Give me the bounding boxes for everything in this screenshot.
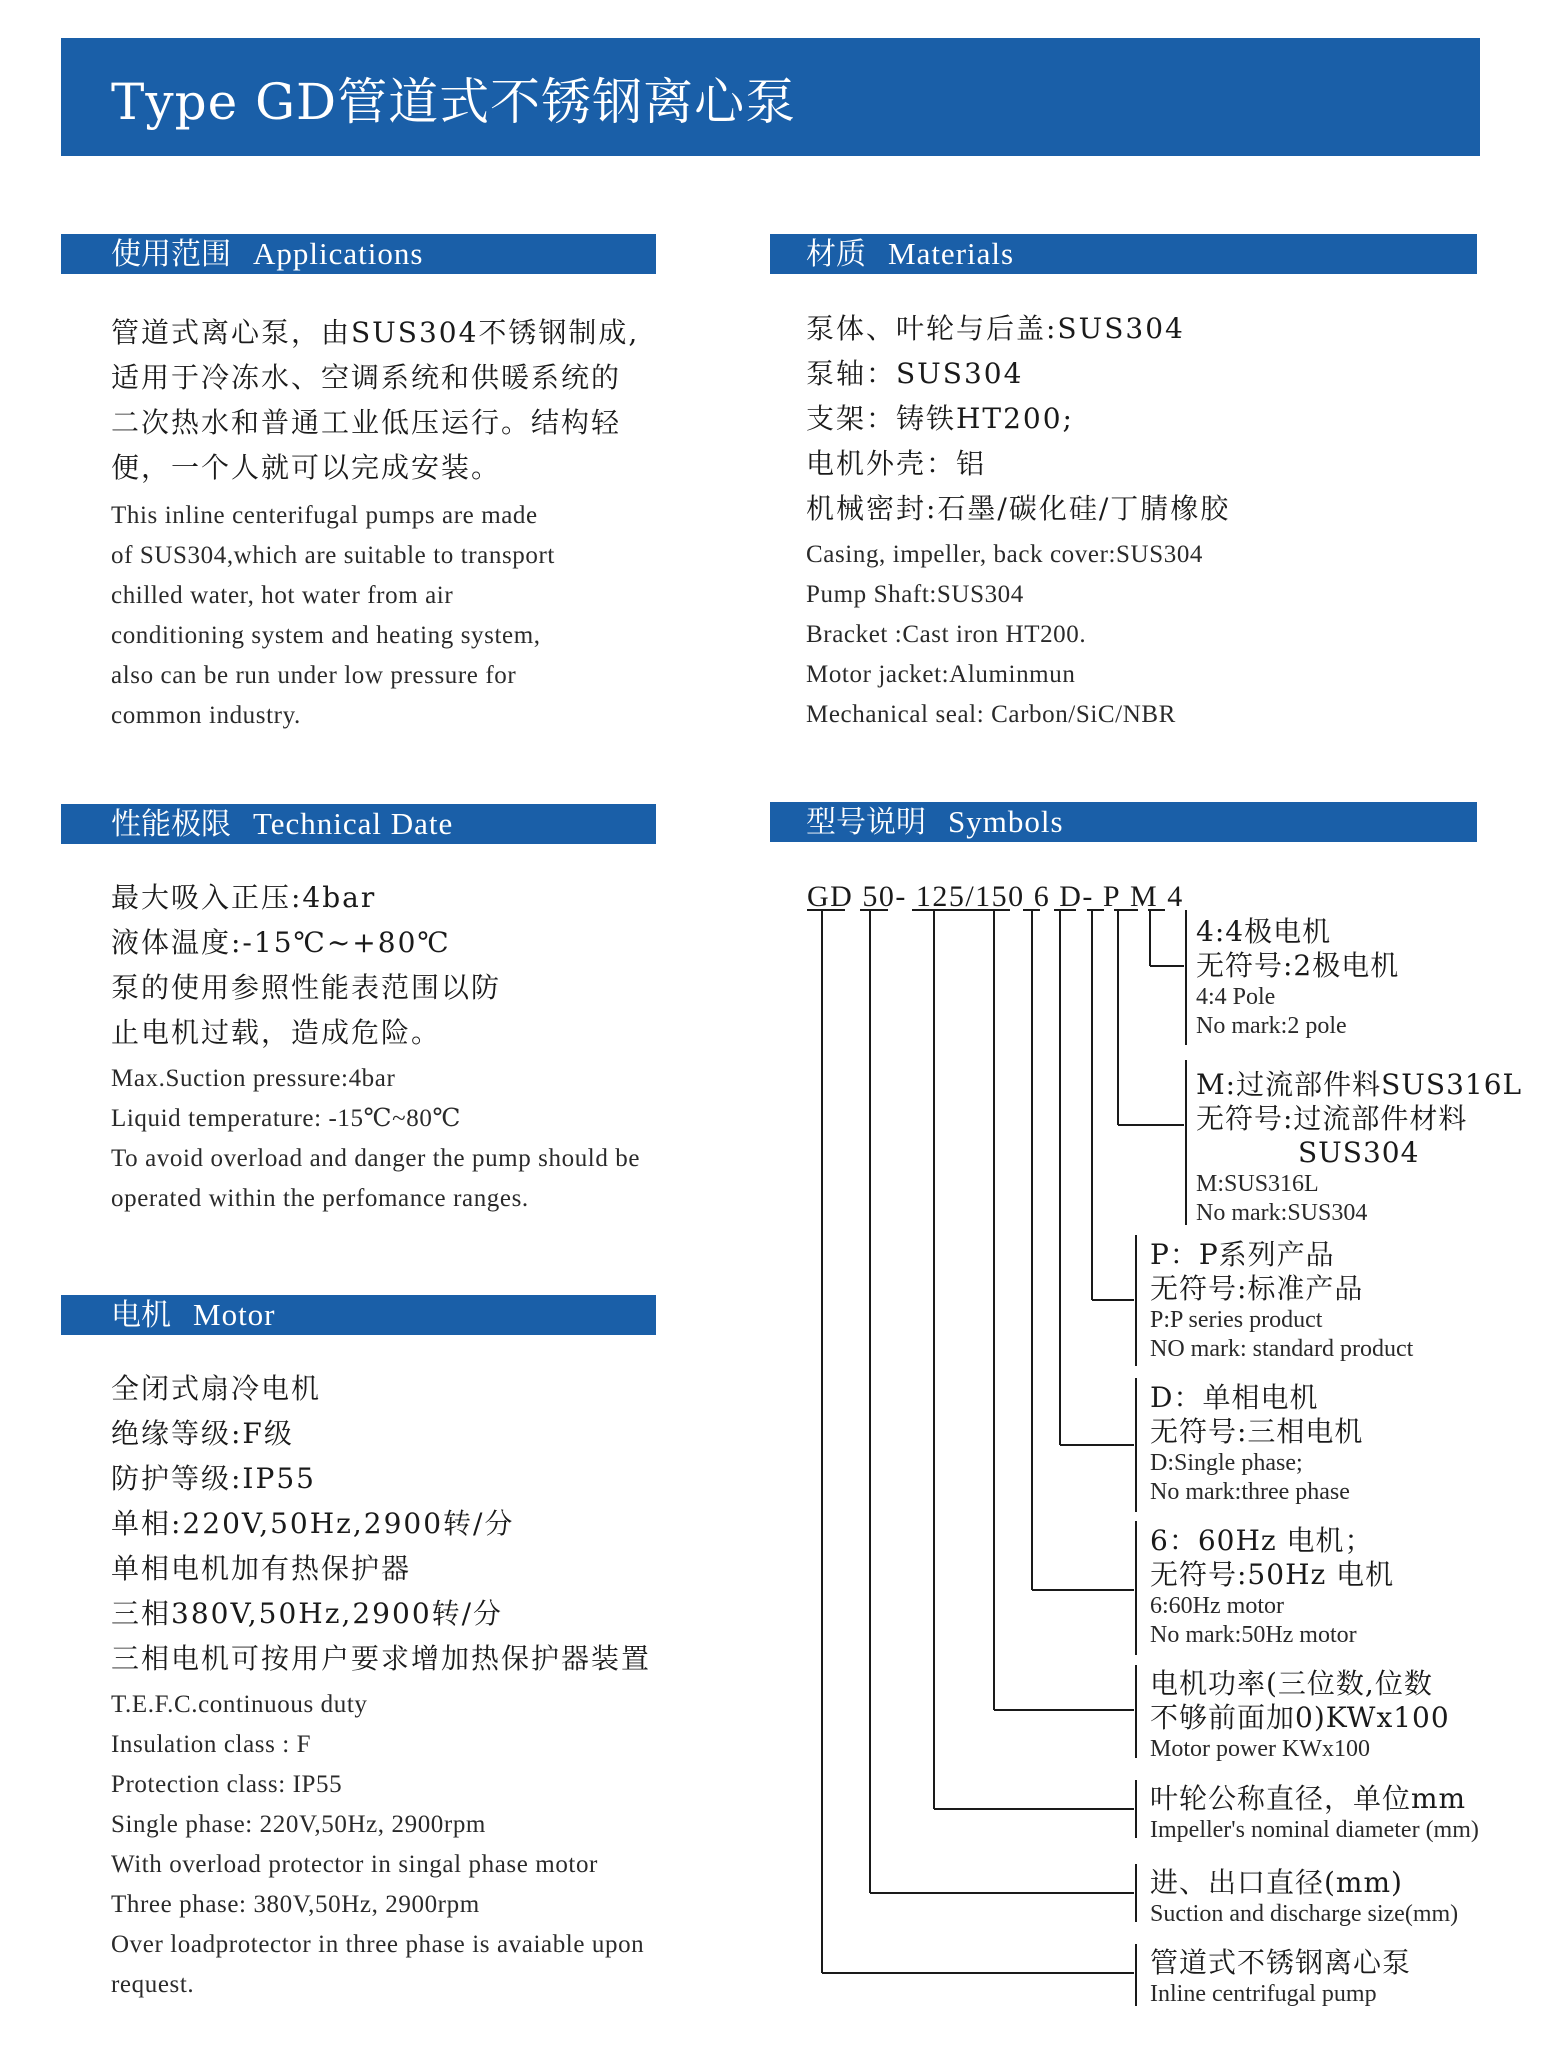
text-line: 不够前面加0)KWx100	[1150, 1701, 1450, 1734]
symbols-heading-cn: 型号说明	[806, 805, 926, 840]
text-line: request.	[111, 1971, 195, 1998]
text-line: 6:60Hz motor	[1150, 1593, 1284, 1619]
text-line: 电机功率(三位数,位数	[1150, 1667, 1433, 1700]
text-line: 管道式不锈钢离心泵	[1150, 1946, 1412, 1979]
text-line: 支架：铸铁HT200;	[806, 402, 1074, 435]
text-line: With overload protector in singal phase motor	[111, 1851, 598, 1878]
code-part-pole: 4	[1167, 880, 1184, 913]
applications-heading	[61, 234, 656, 274]
text-line: common industry.	[111, 702, 301, 729]
code-part-phase: D-	[1059, 880, 1094, 913]
technical-heading-cn: 性能极限	[111, 807, 231, 842]
text-line: M:SUS316L	[1196, 1171, 1319, 1197]
text-line: 电机外壳：铝	[806, 447, 987, 480]
text-line: 二次热水和普通工业低压运行。结构轻	[111, 406, 622, 439]
page-title: Type GD管道式不锈钢离心泵	[111, 73, 797, 131]
title-banner	[61, 38, 1480, 156]
text-line: 4:4极电机	[1196, 915, 1332, 948]
text-line: Three phase: 380V,50Hz, 2900rpm	[111, 1891, 480, 1918]
symbol-desc-material	[1196, 1068, 1522, 1228]
materials-heading-en: Materials	[888, 236, 1015, 271]
symbols-heading	[770, 802, 1477, 842]
technical-heading	[61, 804, 656, 844]
text-line: D:Single phase;	[1150, 1450, 1303, 1476]
text-line: Pump Shaft:SUS304	[806, 581, 1024, 608]
code-part-series: P	[1102, 880, 1122, 913]
text-line: To avoid overload and danger the pump should be	[111, 1145, 641, 1172]
applications-heading-cn: 使用范围	[111, 237, 231, 272]
text-line: No mark:SUS304	[1196, 1200, 1368, 1226]
materials-heading-cn: 材质	[806, 237, 866, 272]
code-part-size: 50-	[862, 880, 907, 913]
motor-heading	[61, 1295, 656, 1335]
code-part-impeller: 125/150	[915, 880, 1025, 913]
text-line: Casing, impeller, back cover:SUS304	[806, 541, 1204, 568]
text-line: 最大吸入正压:4bar	[111, 881, 377, 914]
text-line: 管道式离心泵，由SUS304不锈钢制成,	[111, 316, 640, 349]
text-line: 适用于冷冻水、空调系统和供暖系统的	[111, 361, 622, 394]
text-line: also can be run under low pressure for	[111, 662, 517, 689]
symbol-desc-series	[1150, 1238, 1413, 1364]
text-line: No mark:2 pole	[1196, 1013, 1347, 1039]
text-line: T.E.F.C.continuous duty	[111, 1691, 368, 1718]
symbol-desc-size	[1150, 1866, 1458, 1929]
text-line: Max.Suction pressure:4bar	[111, 1065, 396, 1092]
text-line: No mark:three phase	[1150, 1479, 1350, 1505]
text-line: D：单相电机	[1150, 1381, 1319, 1414]
text-line: 无符号:标准产品	[1150, 1272, 1364, 1305]
text-line: 泵轴：SUS304	[806, 357, 1024, 390]
symbol-desc-pole	[1196, 915, 1399, 1041]
symbol-desc-power	[1150, 1667, 1450, 1764]
text-line: Over loadprotector in three phase is avaiable upon	[111, 1931, 645, 1958]
text-line: NO mark: standard product	[1150, 1336, 1414, 1362]
model-code	[807, 880, 1184, 914]
text-line: Insulation class : F	[111, 1731, 312, 1758]
symbol-desc-frequency	[1150, 1524, 1394, 1650]
symbol-desc-impeller	[1150, 1782, 1479, 1845]
text-line: Single phase: 220V,50Hz, 2900rpm	[111, 1811, 486, 1838]
code-part-gd: GD	[807, 880, 854, 913]
code-part-frequency: 6	[1033, 880, 1051, 913]
text-line: No mark:50Hz motor	[1150, 1622, 1357, 1648]
text-line: 无符号:2极电机	[1196, 949, 1400, 982]
text-line: This inline centerifugal pumps are made	[111, 502, 538, 529]
text-line: M:过流部件料SUS316L	[1196, 1068, 1523, 1101]
text-line: 无符号:50Hz 电机	[1150, 1558, 1395, 1591]
text-line: 三相380V,50Hz,2900转/分	[111, 1597, 504, 1630]
text-line: Suction and discharge size(mm)	[1150, 1901, 1459, 1927]
text-line: 6：60Hz 电机；	[1150, 1524, 1374, 1557]
text-line: P:P series product	[1150, 1307, 1323, 1333]
text-line: 4:4 Pole	[1196, 984, 1276, 1010]
text-line: Impeller's nominal diameter (mm)	[1150, 1817, 1479, 1843]
text-line: 单相:220V,50Hz,2900转/分	[111, 1507, 515, 1540]
text-line: 无符号:过流部件材料	[1196, 1102, 1468, 1135]
text-line: Motor power KWx100	[1150, 1736, 1370, 1762]
text-line: 止电机过载，造成危险。	[111, 1016, 442, 1049]
text-line: 进、出口直径(mm)	[1150, 1866, 1403, 1899]
text-line: operated within the perfomance ranges.	[111, 1185, 529, 1212]
text-line: conditioning system and heating system,	[111, 622, 541, 649]
technical-heading-en: Technical Date	[253, 806, 454, 841]
text-line: 机械密封:石墨/碳化硅/丁腈橡胶	[806, 492, 1231, 525]
symbols-heading-en: Symbols	[948, 804, 1064, 839]
text-line: P：P系列产品	[1150, 1238, 1335, 1271]
text-line: Liquid temperature: -15℃~80℃	[111, 1105, 462, 1132]
motor-text	[111, 1366, 651, 2005]
materials-heading	[770, 234, 1477, 274]
code-part-material: M	[1130, 880, 1159, 913]
text-line: Inline centrifugal pump	[1150, 1981, 1377, 2007]
text-line: of SUS304,which are suitable to transport	[111, 542, 555, 569]
text-line: 叶轮公称直径，单位mm	[1150, 1782, 1467, 1815]
motor-heading-cn: 电机	[111, 1298, 171, 1333]
applications-text	[111, 310, 639, 736]
text-line: 绝缘等级:F级	[111, 1417, 294, 1450]
text-line: 防护等级:IP55	[111, 1462, 316, 1495]
symbol-desc-type	[1150, 1946, 1411, 2009]
text-line: 无符号:三相电机	[1150, 1415, 1364, 1448]
text-line: Bracket :Cast iron HT200.	[806, 621, 1087, 648]
symbol-desc-phase	[1150, 1381, 1363, 1507]
text-line: Mechanical seal: Carbon/SiC/NBR	[806, 701, 1176, 728]
applications-heading-en: Applications	[253, 236, 424, 271]
text-line: 泵体、叶轮与后盖:SUS304	[806, 312, 1185, 345]
motor-heading-en: Motor	[193, 1297, 276, 1332]
text-line: 泵的使用参照性能表范围以防	[111, 971, 502, 1004]
text-line: 液体温度:-15℃~+80℃	[111, 926, 451, 959]
text-line: 单相电机加有热保护器	[111, 1552, 412, 1585]
text-line: Motor jacket:Aluminmun	[806, 661, 1076, 688]
text-line: chilled water, hot water from air	[111, 582, 454, 609]
text-line: 三相电机可按用户要求增加热保护器装置	[111, 1642, 652, 1675]
materials-text	[806, 306, 1230, 735]
text-line: SUS304	[1298, 1136, 1420, 1169]
text-line: Protection class: IP55	[111, 1771, 343, 1798]
text-line: 全闭式扇冷电机	[111, 1372, 322, 1405]
technical-text	[111, 875, 640, 1219]
text-line: 便，一个人就可以完成安装。	[111, 451, 502, 484]
